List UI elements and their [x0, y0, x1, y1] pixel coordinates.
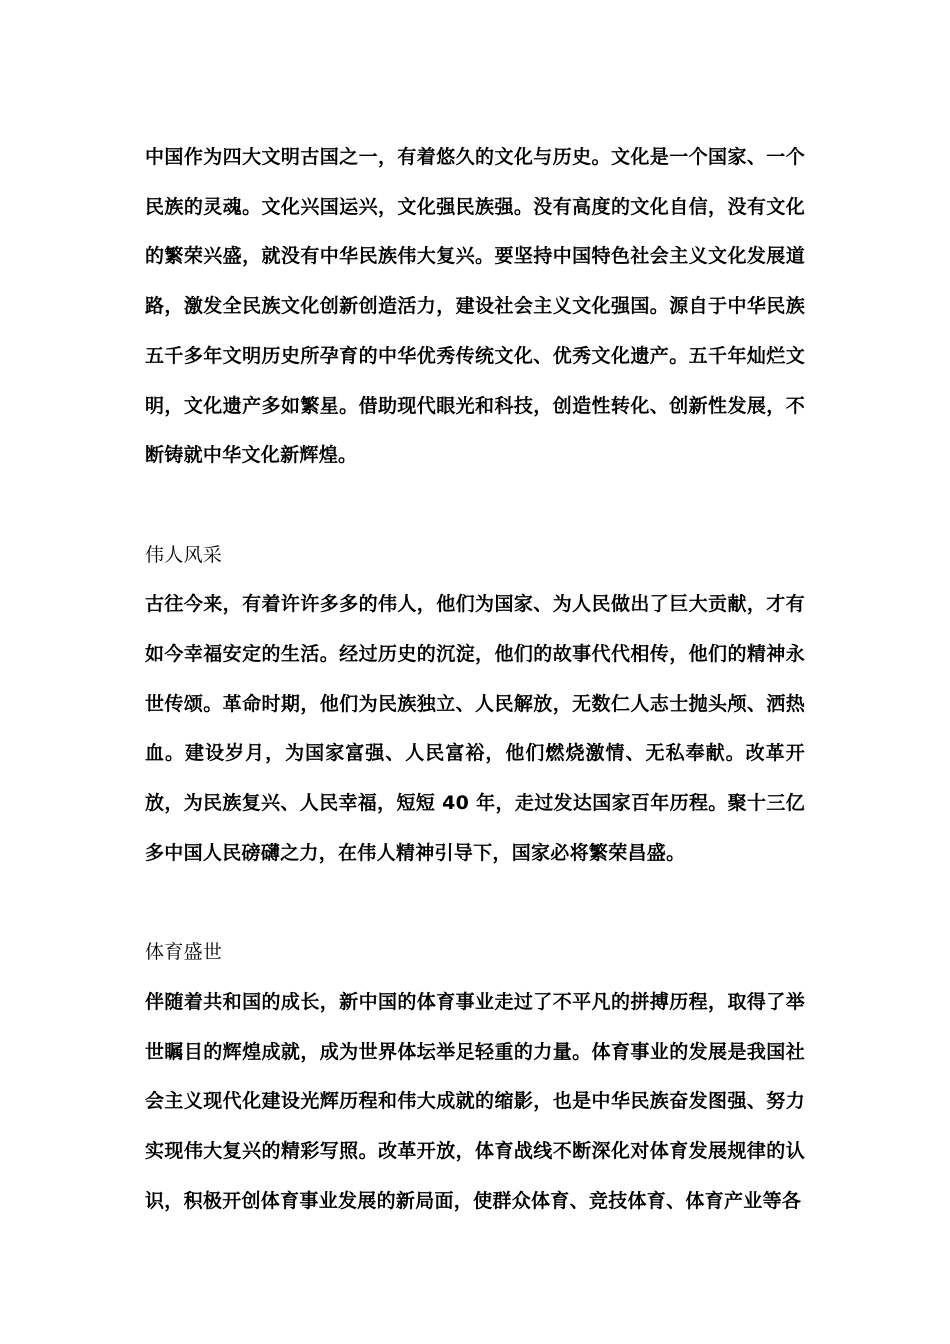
section-heading-great-people: 伟人风采 — [145, 543, 223, 566]
section-paragraph-sports: 伴随着共和国的成长，新中国的体育事业走过了不平凡的拼搏历程，取得了举世瞩目的辉煌成就，成为世界体坛举足轻重的力量。体育事业的发展是我国社会主义现代化建设光辉历程和伟大成就的缩影，也是中华民族奋发图强、努力实现伟大复兴的精彩写照。改革开放，体育战线不断深化对体育发展规律的认识，积极开创体育事业发展的新局面，使群众体育、竞技体育、体育产业等各 — [145, 990, 805, 1212]
section-paragraph-great-people: 古往今来，有着许许多多的伟人，他们为国家、为人民做出了巨大贡献，才有如今幸福安定的生活。经过历史的沉淀，他们的故事代代相传，他们的精神永世传颂。革命时期，他们为民族独立、人民解放，无数仁人志士抛头颅、洒热血。建设岁月，为国家富强、人民富裕，他们燃烧激情、无私奉献。改革开放，为民族复兴、人民幸福，短短 40 年，走过发达国家百年历程。聚十三亿多中国人民磅礴之力，在伟人精神引导下，国家必将繁荣昌盛。 — [145, 593, 805, 864]
intro-paragraph: 中国作为四大文明古国之一，有着悠久的文化与历史。文化是一个国家、一个民族的灵魂。文化兴国运兴，文化强民族强。没有高度的文化自信，没有文化的繁荣兴盛，就没有中华民族伟大复兴。要坚持中国特色社会主义文化发展道路，激发全民族文化创新创造活力，建设社会主义文化强国。源自于中华民族五千多年文明历史所孕育的中华优秀传统文化、优秀文化遗产。五千年灿烂文明，文化遗产多如繁星。借助现代眼光和科技，创造性转化、创新性发展，不断铸就中华文化新辉煌。 — [145, 146, 805, 467]
document-body — [145, 133, 805, 1226]
section-heading-sports: 体育盛世 — [145, 941, 223, 964]
